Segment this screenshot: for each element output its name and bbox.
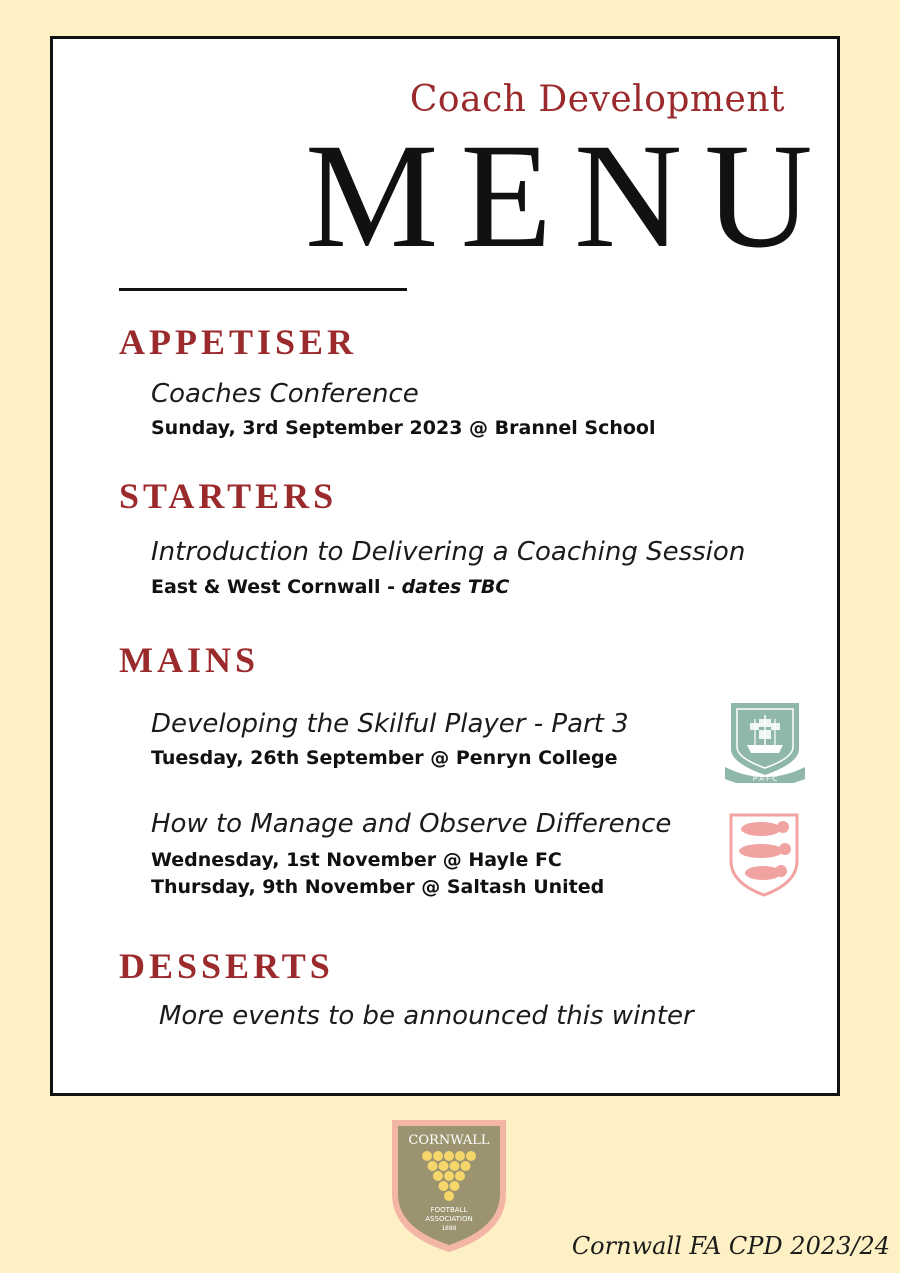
event-title: Introduction to Delivering a Coaching Session xyxy=(151,537,746,567)
logo-year: 1889 xyxy=(441,1225,457,1232)
event-detail-dates: dates TBC xyxy=(401,576,510,598)
section-heading-starters: STARTERS xyxy=(119,476,338,516)
footer-tagline: Cornwall FA CPD 2023/24 xyxy=(571,1232,890,1260)
event-detail: Thursday, 9th November @ Saltash United xyxy=(151,876,605,898)
divider xyxy=(119,288,407,291)
menu-title: MENU xyxy=(305,113,835,279)
menu-card xyxy=(50,36,840,1096)
pafc-letters: P·A·F·C xyxy=(752,775,778,783)
event-detail-location: East & West Cornwall - xyxy=(151,576,402,598)
desserts-note: More events to be announced this winter xyxy=(159,1001,694,1031)
section-heading-appetiser: APPETISER xyxy=(119,322,358,362)
logo-title: CORNWALL xyxy=(408,1133,490,1148)
three-lions-crest-icon xyxy=(725,811,803,899)
event-title: Coaches Conference xyxy=(151,379,419,409)
logo-line-2: ASSOCIATION xyxy=(425,1215,473,1223)
logo-line-1: FOOTBALL xyxy=(430,1206,468,1214)
event-detail xyxy=(151,576,509,598)
event-title: How to Manage and Observe Difference xyxy=(151,809,672,839)
event-detail: Sunday, 3rd September 2023 @ Brannel School xyxy=(151,417,656,439)
event-title: Developing the Skilful Player - Part 3 xyxy=(151,709,629,739)
section-heading-mains: MAINS xyxy=(119,640,260,680)
cornwall-fa-logo xyxy=(388,1116,510,1256)
ship-crest-icon xyxy=(723,699,807,783)
event-detail: Tuesday, 26th September @ Penryn College xyxy=(151,747,618,769)
event-detail: Wednesday, 1st November @ Hayle FC xyxy=(151,849,562,871)
section-heading-desserts: DESSERTS xyxy=(119,946,334,986)
menu-subtitle: Coach Development xyxy=(409,79,785,120)
